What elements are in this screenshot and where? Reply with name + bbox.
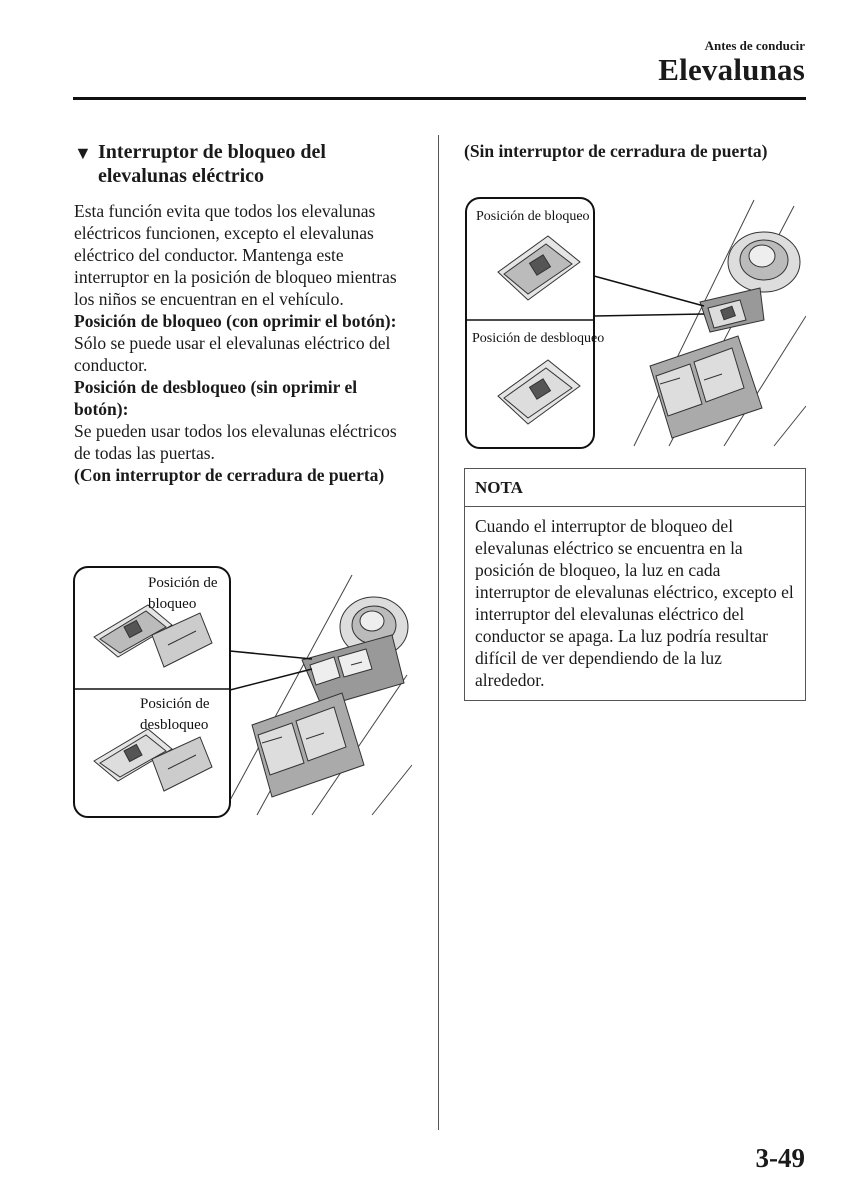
right-column [464,140,806,162]
note-title: NOTA [465,469,805,507]
left-figure [72,565,412,820]
unlock-label-1: Posición de [140,696,210,712]
page-title: Elevalunas [658,52,805,87]
unlock-label-2: desbloqueo [140,717,209,733]
down-triangle-icon: ▼ [74,143,92,163]
intro-paragraph: Esta función evita que todos los elevalunas eléctricos funcionen, excepto el elevalunas eléctrico del conductor. Mantenga este interruptor en la posición de bloqueo mientras los niños se encuentran en el vehículo. [74,201,397,309]
left-column [74,140,412,486]
left-figure-caption: (Con interruptor de cerradura de puerta) [74,465,385,485]
lock-position-text: Sólo se puede usar el elevalunas eléctrico del conductor. [74,333,391,375]
mirror-knob-icon [728,232,800,292]
note-box [464,468,806,701]
door-switch-illustration-with-lock [72,565,412,820]
section-label: Antes de conducir [704,38,805,53]
page-number: 3-49 [755,1143,805,1173]
note-text: Cuando el interruptor de bloqueo del elevalunas eléctrico se encuentra en la posición de bloqueo, la luz en cada interruptor de elevalunas eléctrico, excepto el interruptor del elevalunas eléctrico del conductor se apaga. La luz podría resultar difícil de ver dependiendo de la luz alrededor. [475,516,794,690]
header-rule [73,97,806,100]
lock-position-heading: Posición de bloqueo (con oprimir el botón): [74,311,397,331]
unlock-position-heading: Posición de desbloqueo (sin oprimir el botón): [74,377,358,419]
lock-label-1: Posición de [148,575,218,591]
column-divider [438,135,439,1130]
right-figure [464,196,806,452]
section-heading-text: Interruptor de bloqueo del elevalunas eléctrico [98,141,326,187]
right-figure-caption: (Sin interruptor de cerradura de puerta) [464,141,768,161]
lock-label: Posición de bloqueo [476,209,590,224]
section-heading [74,140,412,188]
door-switch-illustration-without-lock [464,196,806,452]
lock-label-2: bloqueo [148,596,197,612]
unlock-position-text: Se pueden usar todos los elevalunas eléctricos de todas las puertas. [74,421,397,463]
unlock-label: Posición de desbloqueo [472,331,605,346]
